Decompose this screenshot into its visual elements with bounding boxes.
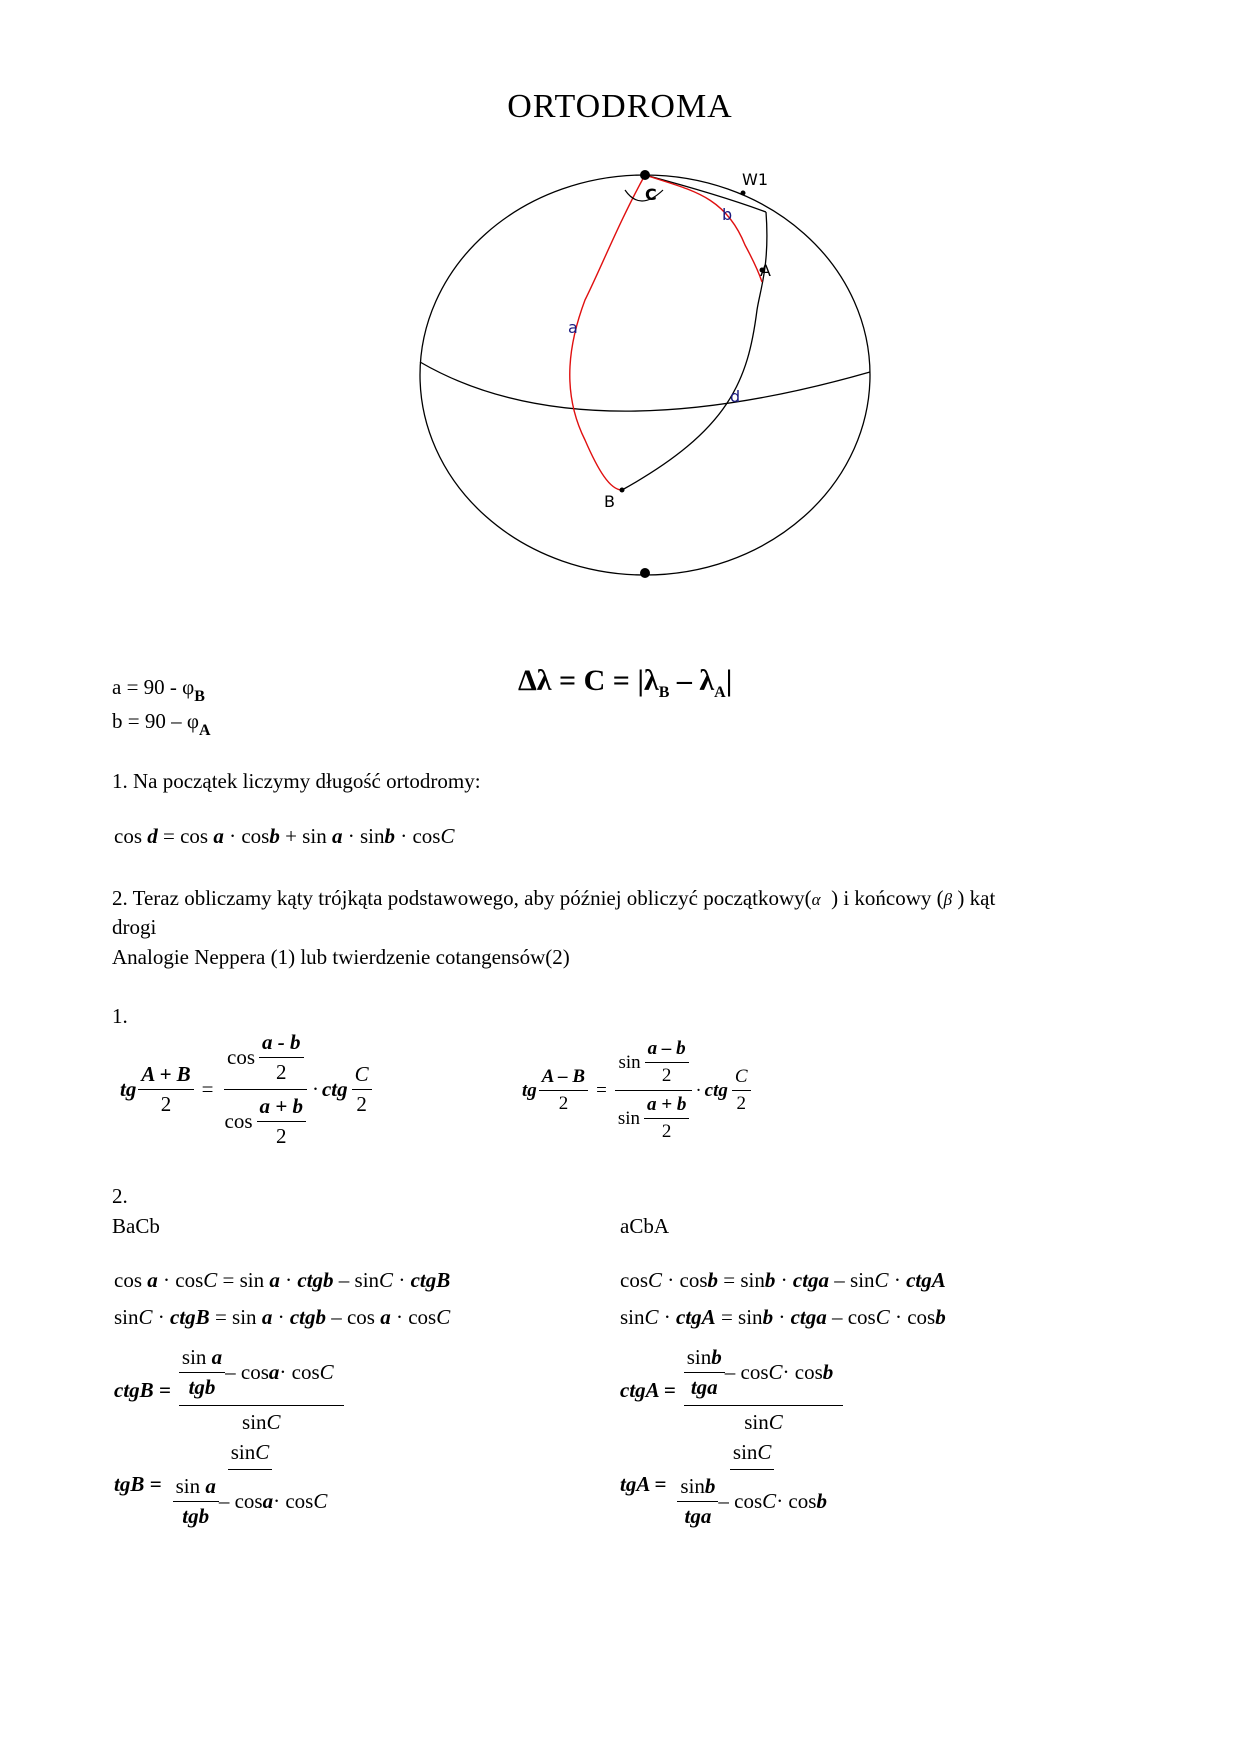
- label-w1: W1: [742, 170, 768, 189]
- left-ctgB-formula: ctgB = $\frac{\text{sin a}}{\text{tgb}}$ – cos a · cos C sinC: [114, 1345, 344, 1435]
- arc-a-red: [570, 175, 645, 490]
- step1-text: 1. Na początek liczymy długość ortodromy:: [112, 769, 481, 793]
- col-label-left: BaCb: [112, 1214, 160, 1238]
- sphere-diagram: [400, 150, 890, 590]
- north-pole-dot: [640, 170, 650, 180]
- right-eq2: sinC · ctgA = sinb · ctga – cosC · cosb: [620, 1305, 946, 1329]
- right-eq1: cosC · cosb = sinb · ctga – sinC · ctgA: [620, 1268, 946, 1292]
- delta-lambda-formula: $\Delta\lambda = C = |\lambda_B - \lambda_A|$: [518, 664, 733, 701]
- step2-line1: 2. Teraz obliczamy kąty trójkąta podstawowego, aby później obliczyć początkowy(α ) i końcowy (β ) kąt: [112, 886, 996, 910]
- napier-right: tg $\frac{A - B}{2}$ = sin $\frac{a - b}{2}$ sin $\frac{a + b}{2}$ · ctg $\frac{C}{2}$: [522, 1038, 751, 1143]
- def-b: $b = 90 - \varphi_A$: [112, 709, 211, 739]
- left-eq1: cos a · cosC = sin a · ctgb – sinC · ctgB: [114, 1268, 451, 1292]
- label-1: 1.: [112, 1004, 128, 1028]
- page-title: ORTODROMA: [507, 88, 733, 125]
- def-a: $a = 90 - \varphi_B$: [112, 675, 205, 705]
- right-tgA-formula: tgA = sinC $\frac{\sin b}{\text{tga}}$ – cos C · cos b: [620, 1440, 827, 1528]
- right-ctgA-formula: ctgA = $\frac{\sin b}{\text{tga}}$ – cos C · cos b sinC: [620, 1345, 843, 1435]
- label-a-arc: a: [568, 318, 578, 337]
- left-eq2: sinC · ctgB = sin a · ctgb – cos a · cosC: [114, 1305, 451, 1329]
- angle-c-arc: [625, 190, 663, 201]
- step2-line3: Analogie Neppera (1) lub twierdzenie cotangensów(2): [112, 945, 570, 969]
- eq-cos-d: cos d = cos a · cosb + sin a · sinb · cosC: [114, 824, 455, 848]
- napier-left: tg $\frac{A + B}{2}$ = cos $\frac{a - b}{2}$ cos $\frac{a + b}{2}$ · ctg $\frac{C}{2}$: [120, 1030, 372, 1149]
- sphere-outline: [420, 175, 870, 575]
- col-label-right: aCbA: [620, 1214, 669, 1238]
- step2-line2: drogi: [112, 915, 157, 939]
- point-b-dot: [620, 488, 625, 493]
- label-a-point: A: [760, 261, 771, 280]
- label-d: d: [730, 387, 741, 406]
- label-b: b: [722, 205, 733, 224]
- point-w1-dot: [741, 191, 746, 196]
- label-b-point: B: [604, 492, 615, 511]
- left-tgB-formula: tgB = sinC $\frac{\text{sin a}}{\text{tgb}}$ – cos a · cos C: [114, 1440, 328, 1528]
- arc-d: [622, 212, 767, 490]
- label-2: 2.: [112, 1184, 128, 1208]
- label-c: C: [645, 185, 657, 204]
- south-pole-dot: [640, 568, 650, 578]
- equator-line: [420, 362, 870, 411]
